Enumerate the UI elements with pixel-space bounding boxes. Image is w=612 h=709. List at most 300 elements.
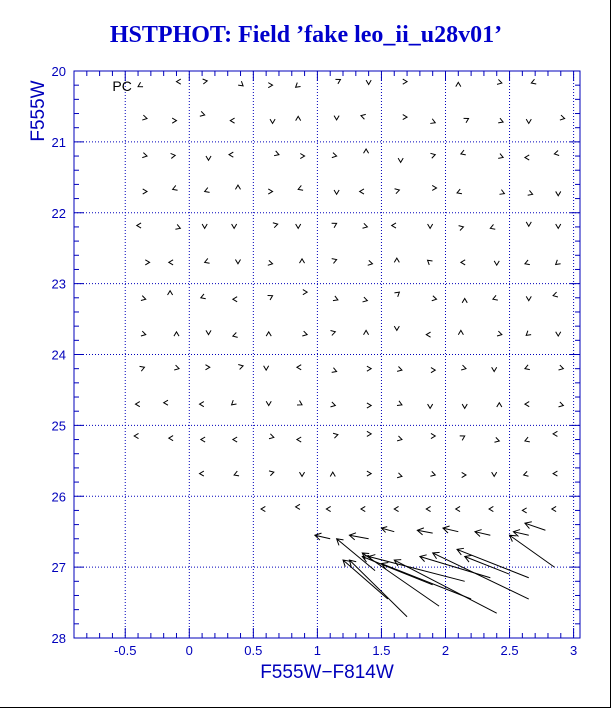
vector-arrow-path [332,223,337,227]
vector-arrow [397,366,402,371]
vector-arrow [497,79,502,84]
vector-arrow [335,79,340,83]
vector-arrow [268,189,272,194]
vector-arrow-path [510,535,555,567]
vector-arrow [428,404,433,408]
vector-arrow [526,119,531,123]
vector-arrow [264,366,269,370]
vector-arrow [296,116,301,120]
vector-arrow-path [426,332,430,337]
x-tick-label: -0.5 [114,643,137,658]
vector-arrow [299,259,304,263]
vector-arrow-path [200,471,204,476]
vector-arrow-path [526,331,531,336]
vector-arrow-path [428,404,433,408]
vector-arrow [381,527,394,533]
vector-arrow [526,222,531,226]
vector-arrow [428,224,433,228]
vector-arrow [397,436,402,441]
vector-arrow-path [497,331,502,336]
vector-arrow-path [552,506,556,511]
y-tick-label: 26 [51,489,66,505]
vector-arrow-path [381,527,394,533]
vector-arrow [556,332,561,336]
vector-arrow [261,506,265,511]
vector-arrow [531,79,536,84]
vector-arrow-path [270,119,275,123]
vector-arrow-path [168,291,173,295]
vector-arrow [201,437,205,442]
vector-arrow-path [433,552,529,599]
vector-arrow [430,471,435,476]
vector-arrow-path [297,365,301,370]
vector-arrow-path [556,224,561,228]
vector-arrow [164,400,168,405]
vector-arrow-path [135,402,139,407]
vector-arrow [268,260,273,265]
vector-arrow [431,368,435,373]
vector-arrow-path [461,150,466,155]
vector-arrow [368,260,373,265]
vector-arrow-path [206,330,211,334]
vector-arrow-path [201,437,205,442]
vector-arrow-path [432,185,436,190]
vector-arrow-path [333,433,338,438]
vector-arrow-path [238,365,243,370]
vector-arrow-path [174,332,179,336]
vector-arrow [492,472,497,476]
tick-layer [52,64,580,658]
vector-arrow-path [296,83,301,88]
vector-arrow [553,431,557,436]
vector-arrow-path [431,368,435,373]
vector-arrow-path [398,158,403,162]
vector-arrow [432,296,437,301]
vector-arrow-path [232,400,237,405]
vector-arrow [394,506,398,511]
vector-arrow-path [494,261,499,265]
vector-arrow [456,506,460,511]
vector-arrow [141,331,146,336]
vector-arrow [330,472,335,476]
vector-arrow-path [274,151,279,156]
vector-arrow [559,402,564,407]
vector-arrow [233,437,237,442]
vector-arrow [206,330,211,334]
vector-arrow [300,154,304,159]
vector-arrow-path [138,82,143,86]
vector-arrow [274,151,279,156]
vector-arrow [266,332,271,336]
vector-arrow-path [528,190,533,195]
vector-arrow [554,151,559,156]
vector-arrow [395,189,400,194]
vector-arrow-path [233,437,237,442]
vector-arrow [366,80,371,84]
vector-arrow [494,261,499,265]
vector-arrow [296,504,300,509]
vector-arrow-path [560,115,565,120]
vector-arrow [205,188,210,193]
vector-arrow [426,506,430,511]
vector-arrow-path [367,366,371,371]
vector-arrow [205,365,209,370]
vector-arrow-path [394,506,398,511]
vector-arrow-path [525,155,529,160]
vector-arrow [497,403,502,407]
vector-arrow [364,330,369,334]
vector-arrow-path [145,260,149,265]
vector-arrow [457,189,462,194]
vector-arrow-path [205,188,210,193]
vector-arrow-path [462,472,466,477]
vector-arrow [238,365,243,370]
vector-arrow [349,533,368,540]
vector-arrow [200,111,205,116]
vector-arrow-path [302,331,307,336]
vector-arrow [525,437,530,442]
vector-arrow [234,471,239,476]
vector-arrow [525,522,545,530]
vector-arrow-path [464,118,469,122]
vector-arrow-path [456,506,460,511]
vector-arrow [232,400,237,405]
vector-arrow [332,259,337,264]
vector-arrow [361,506,365,511]
vector-arrow-path [489,506,493,511]
vector-arrow-path [164,400,168,405]
vector-arrow [475,530,490,537]
vector-arrow-path [232,224,237,228]
vector-arrow [560,115,565,120]
vector-arrow [526,331,531,336]
vector-arrow-path [525,437,530,442]
vector-arrow [171,153,176,158]
vector-arrow [270,119,275,123]
vector-arrow [333,296,338,301]
vector-arrow-path [430,119,435,124]
vector-arrow [174,365,179,370]
vector-arrow [299,472,304,476]
vector-arrow [392,223,396,228]
vector-arrow-path [494,437,499,442]
vector-arrow [302,331,307,336]
vector-arrow [303,290,307,295]
vector-arrow [200,402,204,407]
vector-arrow [326,506,330,511]
vector-arrow-path [428,260,433,265]
vector-arrow-path [553,431,557,436]
vector-arrow-path [522,508,526,513]
vector-arrow [525,365,530,370]
vector-arrow [137,223,141,228]
vector-arrow [461,365,466,370]
vector-arrow-path [200,111,205,116]
vector-arrow-path [176,79,180,84]
vector-arrow [431,433,435,438]
vector-arrow-path [206,156,211,160]
vector-arrow [498,154,503,159]
vector-arrow [296,224,301,228]
vector-arrow [203,79,208,84]
vector-arrow [490,224,495,229]
vector-arrow [201,294,206,299]
vector-arrow [331,402,336,407]
vector-arrow-path [456,82,461,86]
vector-arrow [297,365,301,370]
vector-arrow [499,190,504,195]
vector-arrow-path [298,185,303,190]
vector-arrow-path [299,259,304,263]
vector-arrow [522,508,526,513]
vector-arrow-path [234,471,239,476]
vector-arrow [333,433,338,438]
vector-arrow-path [269,434,274,439]
vector-arrow-path [525,365,530,370]
vector-arrow [135,402,139,407]
vector-arrow [556,224,561,228]
vector-arrow [141,296,146,301]
vector-arrow [553,292,558,297]
vector-arrow-path [395,189,400,194]
chart-title: HSTPHOT: Field ’fake leo_ii_u28v01’ [109,22,503,48]
y-tick-label: 20 [51,64,66,79]
x-tick-label: 0 [185,643,193,658]
vector-arrow-path [269,471,274,476]
vector-arrow-path [367,403,371,408]
y-tick-label: 28 [51,631,66,646]
vector-arrow-path [461,365,466,370]
vector-arrow [229,152,233,157]
vector-arrow-path [169,436,173,441]
vector-arrow-path [205,258,210,263]
vector-arrow [552,506,556,511]
vector-arrow-path [363,223,368,228]
vector-arrow-path [349,533,368,540]
vector-arrow [432,185,436,190]
vector-arrow-path [264,366,269,370]
vector-arrow [464,118,469,122]
vector-arrow [394,258,399,262]
vector-arrow-path [268,296,273,300]
vector-arrow [349,560,407,617]
vector-arrow-path [457,189,462,194]
vector-arrow-path [141,296,146,301]
vector-arrow-path [403,79,407,84]
vector-arrow [367,431,371,436]
vector-arrow-path [525,522,545,530]
vector-arrow-path [367,471,371,476]
vector-arrow-path [367,431,371,436]
vector-arrow-path [201,294,206,299]
vector-arrow-path [173,185,178,190]
y-axis-title: F555W [28,80,49,142]
vector-arrow [498,118,503,123]
vector-arrow [553,471,557,476]
vector-arrow [394,292,399,297]
y-tick-label: 22 [51,205,66,221]
vector-arrow [334,116,339,120]
vector-arrow-path [397,366,402,371]
vector-arrow-path [460,436,465,440]
vector-arrow [238,81,243,86]
vector-arrow [417,528,432,535]
vector-arrow-path [430,471,435,476]
vector-arrow-path [559,365,564,370]
vector-arrow [230,118,234,123]
vector-arrow-path [266,401,271,405]
vector-arrow [331,331,336,336]
vector-arrow-path [332,153,337,158]
vector-arrow-path [458,330,463,334]
vector-arrow [524,471,529,476]
vector-arrow-path [397,401,402,406]
vector-arrow-path [531,79,536,84]
vector-arrow-path [556,332,561,336]
vector-arrow-path [403,115,407,120]
vector-arrow-path [457,548,529,577]
vector-arrow [403,115,407,120]
vector-arrow [528,190,533,195]
y-tick-label: 21 [51,134,66,150]
vector-arrow-path [330,472,335,476]
vector-arrow [364,149,369,153]
vector-arrow-path [443,526,458,533]
vector-arrow [296,83,301,88]
x-tick-label: 3 [569,643,578,658]
vector-arrow [235,185,240,189]
vector-arrow [363,297,368,302]
vector-arrow [398,158,403,162]
vector-arrow-path [492,472,497,476]
vector-arrow [200,471,204,476]
vector-arrow [525,260,530,265]
vector-arrow [428,260,433,265]
vector-arrow [492,367,497,371]
vector-arrow [462,472,466,477]
vector-arrow [460,436,465,440]
vector-arrow-path [397,436,402,441]
vector-arrow-path [331,402,336,407]
vector-arrow-path [525,402,529,407]
vector-arrow [168,291,173,295]
vector-arrow-path [364,149,369,153]
vector-arrow [426,332,430,337]
vector-layer [134,79,564,617]
vector-arrow-path [142,115,147,120]
vector-arrow-path [462,299,467,303]
vector-arrow [173,185,178,190]
vector-arrow [493,295,498,300]
vector-arrow-path [556,260,561,265]
vector-arrow-path [169,260,173,265]
vector-arrow-path [268,189,272,194]
vector-arrow-path [273,223,278,228]
vector-arrow-path [493,295,498,300]
vector-arrow-path [524,471,529,476]
vector-arrow-path [203,79,208,84]
vector-arrow [397,473,402,478]
vector-arrow [361,114,366,119]
vector-arrow [176,79,180,84]
vector-arrow-path [366,80,371,84]
vector-arrow [143,189,147,194]
vector-arrow-path [261,506,265,511]
vector-arrow [206,156,211,160]
vector-arrow [169,260,173,265]
vector-arrow-path [526,296,531,300]
vector-arrow [462,404,467,408]
vector-arrow-path [498,118,503,123]
vector-arrow-path [296,224,301,228]
vector-arrow [367,471,371,476]
vector-arrow [134,433,138,438]
x-tick-label: 0.5 [244,643,263,658]
vector-arrow-path [490,224,495,229]
vector-arrow-path [303,290,307,295]
vector-arrow-path [526,119,531,123]
vector-arrow [269,434,274,439]
vector-arrow [510,535,555,567]
vector-arrow [235,259,240,263]
vector-arrow-path [134,433,138,438]
vector-arrow-path [230,118,234,123]
vector-arrow-path [360,189,364,194]
vector-arrow [268,83,272,88]
vector-arrow-path [172,118,176,123]
pc-annotation: PC [112,77,132,94]
vector-arrow [433,552,529,599]
vector-arrow [334,190,339,194]
vector-arrow-path [363,297,368,302]
vector-arrow-path [229,152,233,157]
vector-arrow [232,224,237,228]
vector-arrow-path [335,79,340,83]
vector-arrow [556,260,561,265]
vector-arrow [461,260,465,265]
vector-arrow-path [200,402,204,407]
vector-arrow-path [394,292,399,297]
vector-arrow-path [475,530,490,537]
vector-arrow-path [300,154,304,159]
vector-arrow [559,365,564,370]
vector-arrow [430,119,435,124]
vector-arrow-path [296,504,300,509]
vector-arrow-path [334,116,339,120]
vector-arrow [397,401,402,406]
vector-arrow [269,471,274,476]
vector-arrow [457,548,529,577]
x-tick-label: 1.5 [372,643,391,658]
vector-arrow-path [525,260,530,265]
vector-arrow-path [432,296,437,301]
vector-arrow [233,332,238,337]
vector-arrow-path [392,223,396,228]
vector-arrow-path [332,368,337,373]
vector-arrow-path [171,153,176,158]
vector-arrow-path [268,83,272,88]
vector-arrow [142,153,147,158]
vector-arrow-path [556,191,561,195]
y-tick-label: 25 [51,418,66,434]
vector-arrow-path [461,260,465,265]
x-tick-label: 2 [441,643,450,658]
x-axis-title: F555W−F814W [260,662,394,683]
vector-arrow [205,258,210,263]
vector-arrow-path [266,332,271,336]
vector-arrow [140,366,145,371]
vector-arrow-path [142,153,147,158]
